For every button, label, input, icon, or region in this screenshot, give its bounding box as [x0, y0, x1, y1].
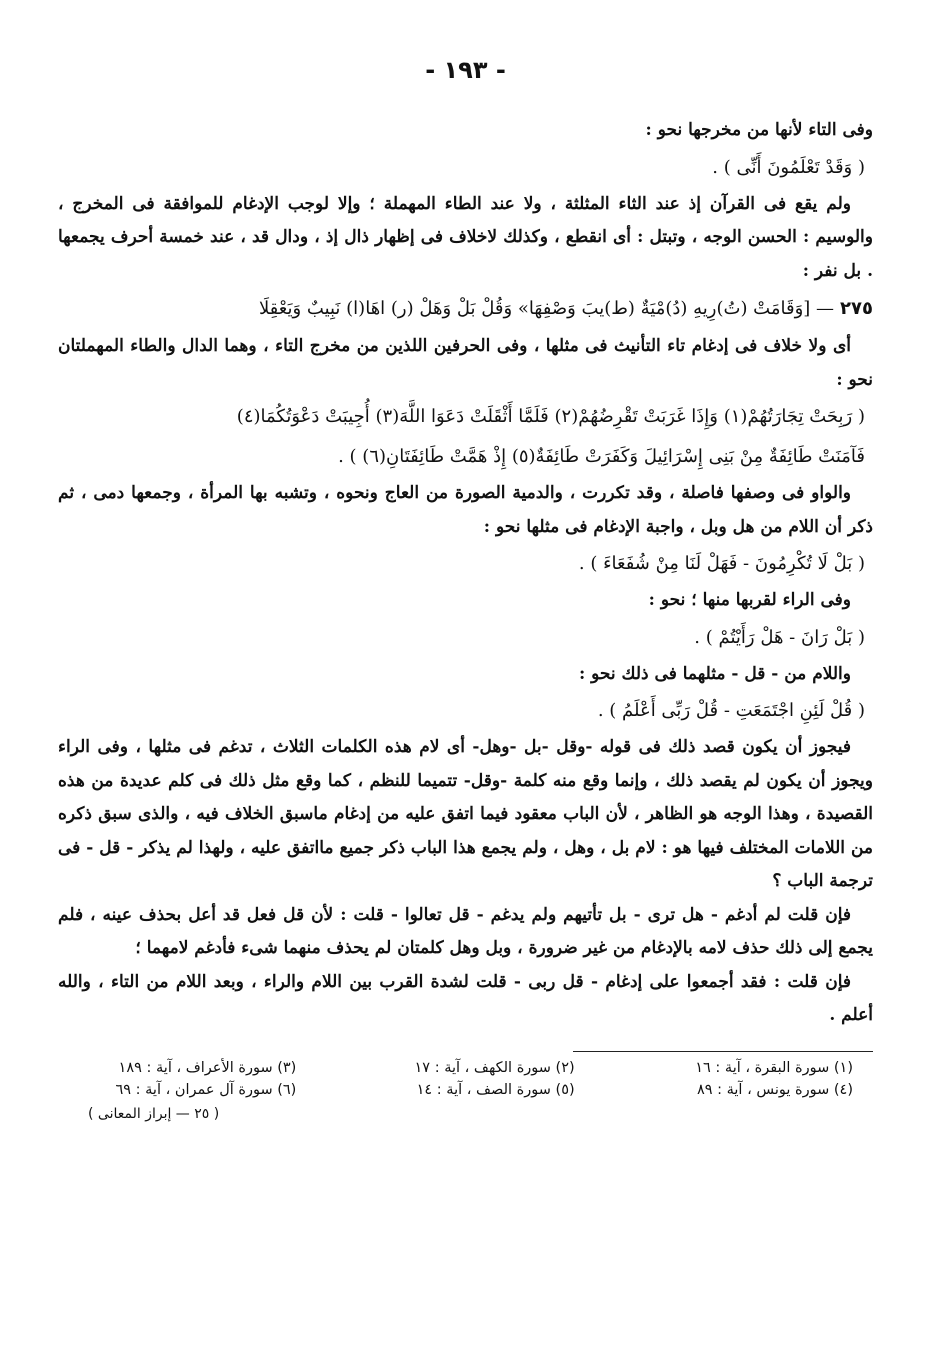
book-signature: ( ٢٥ — إبراز المعانى ) [88, 1105, 220, 1122]
quran-verse: ( رَبِحَتْ تِجَارَتُهُمْ(١) وَإِذَا غَرَبَتْ تَقْرِضُهُمْ(٢) فَلَمَّا أَثْقَلَتْ دَعَوَا اللَّهَ(٣) أُجِيبَتْ دَعْوَتُكُمَا(٤) [236, 406, 865, 427]
footnotes [58, 1060, 873, 1098]
footnote: (١) سورة البقرة ، آية : ١٦ [695, 1059, 853, 1076]
paragraph: فيجوز أن يكون قصد ذلك فى قوله -وقل -بل -وهل- أى لام هذه الكلمات الثلاث ، تدغم فى مثلها ، وفى الراء ويجوز أن يكون لم يقصد ذلك ، وإنما وقع منه كلمة -وقل- تتميما للنظم ، كما وقع مثل ذلك فى كلم عديدة من هذه القصيدة ، وهذا الوجه هو الظاهر ، لأن الباب معقود فيما اتفق عليه من إدغام ماسبق الخلاف فيه ، والذى سبق ذكره من اللامات المختلف فيها هو : لام بل ، وهل ، ولم يجمع هذا الباب ذكر جميع مااتفق عليه ، ولهذا لم يذكر - قل - فى ترجمة الباب ؟ [58, 737, 873, 891]
body-text [58, 114, 873, 1033]
quran-verse: فَآمَنَتْ طَائِفَةٌ مِنْ بَنِى إِسْرَائِيلَ وَكَفَرَتْ طَائِفَةٌ(٥) إِذْ هَمَّتْ طَائِفَتَانِ(٦) ) . [338, 446, 865, 467]
paragraph: أى ولا خلاف فى إدغام تاء التأنيث فى مثلها ، وفى الحرفين اللذين من مخرج التاء ، وهما الدال والطاء المهملتان نحو : [58, 336, 873, 390]
paragraph: وفى التاء لأنها من مخرجها نحو : [645, 120, 873, 140]
verse-number: ٢٧٥ [840, 298, 873, 319]
quran-verse: ( بَلْ لَا تُكْرِمُونَ - فَهَلْ لَنَا مِنْ شُفَعَاءَ ) . [578, 553, 865, 574]
paragraph: فإن قلت لم أدغم - هل ترى - بل تأتيهم ولم يدغم - قل تعالوا - قلت : لأن قل فعل قد أعل بحذف عينه ، فلم يجمع إلى ذلك حذف لامه بالإدغام من غير ضرورة ، وبل وهل كلمتان لم يحذف منهما شىء فأدغم لامهما ؛ [58, 904, 873, 958]
paragraph: فإن قلت : فقد أجمعوا على إدغام - قل ربى - قلت لشدة القرب بين اللام والراء ، وبعد اللام من التاء ، والله أعلم . [58, 971, 873, 1025]
quran-verse: ( وَقَدْ تَعْلَمُونَ أَنِّى ) . [712, 156, 865, 178]
footnote-divider [573, 1051, 873, 1052]
footnote: (٥) سورة الصف ، آية : ١٤ [416, 1081, 575, 1098]
footnote: (٤) سورة يونس ، آية : ٨٩ [696, 1081, 853, 1098]
paragraph: ولم يقع فى القرآن إذ عند الثاء المثلثة ، ولا عند الطاء المهملة ؛ وإلا لوجب الإدغام للموافقة فى المخرج ، والوسيم : الحسن الوجه ، وتبتل : أى انقطع ، وكذلك لاخلاف فى إظهار ذال إذ ، ودال قد ، عند خمسة أحرف يجمعها . بل نفر : [58, 193, 873, 281]
paragraph: والواو فى وصفها فاصلة ، وقد تكررت ، والدمية الصورة من العاج ونحوه ، وتشبه بها المرأة ، وجمعها دمى ، ثم ذكر أن اللام من هل وبل ، واجبة الإدغام فى مثلها نحو : [58, 483, 873, 537]
paragraph: وفى الراء لقربها منها ؛ نحو : [648, 590, 851, 610]
page-number: - ١٩٣ - [425, 56, 506, 84]
paragraph: واللام من - قل - مثلهما فى ذلك نحو : [578, 663, 851, 684]
footnote: (٦) سورة آل عمران ، آية : ٦٩ [115, 1081, 297, 1098]
quran-verse: ( قُلْ لَئِنِ اجْتَمَعَتِ - قُلْ رَبِّى أَعْلَمُ ) . [597, 700, 865, 721]
footnote: (٣) سورة الأعراف ، آية : ١٨٩ [118, 1059, 297, 1076]
verse-text: — [وَقَامَتْ (تُ)رِيهِ (دُ)مْيَةٌ (ط)يبَ وَصْفِهَا» وَقُلْ بَلْ وَهَلْ (ر) اهَا(ا) نَبِيبٌ وَيَعْقِلَا [258, 298, 835, 319]
footnote: (٢) سورة الكهف ، آية : ١٧ [414, 1059, 575, 1076]
poem-verse [58, 288, 873, 330]
document-page [58, 56, 873, 1346]
quran-verse: ( بَلْ رَانَ - هَلْ رَأَيْتُمْ ) . [694, 626, 865, 648]
